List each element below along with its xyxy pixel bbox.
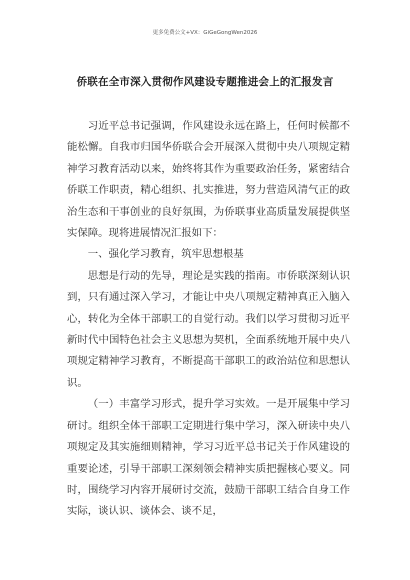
- document-title: 侨联在全市深入贯彻作风建设专题推进会上的汇报发言: [76, 76, 334, 88]
- section-heading: 一、强化学习教育，筑牢思想根基: [87, 248, 244, 261]
- document-body: [67, 116, 350, 523]
- body-paragraph: 思想是行动的先导，理论是实践的指南。市侨联深刻认识到，只有通过深入学习，才能让中央八项规定精神真正入脑入心，转化为全体干部职工的自觉行动。我们以学习贯彻习近平新时代中国特色社会主义思想为契机，全面系统地开展中央八项规定精神学习教育，不断提高干部职工的政治站位和思想认识。: [67, 269, 350, 389]
- body-paragraph: （一）丰富学习形式，提升学习实效。一是开展集中学习研讨。组织全体干部职工定期进行集中学习，深入研读中央八项规定及其实施细则精神，学习习近平总书记关于作风建设的重要论述，引导干部职工深刻领会精神实质把握核心要义。同时，围绕学习内容开展研讨交流，鼓励干部职工结合自身工作实际，谈认识、谈体会、谈不足，: [67, 398, 350, 518]
- body-paragraph: 习近平总书记强调，作风建设永远在路上，任何时候都不能松懈。自我市归国华侨联合会开展深入贯彻中央八项规定精神学习教育活动以来，始终将其作为重要政治任务，紧密结合侨联工作职责，精心组织、扎实推进，努力营造风清气正的政治生态和干事创业的良好氛围，为侨联事业高质量发展提供坚实保障。现将进展情况汇报如下：: [67, 120, 350, 240]
- header-note: 更多免费公文+VX：GiGeGongWen2026: [152, 30, 258, 36]
